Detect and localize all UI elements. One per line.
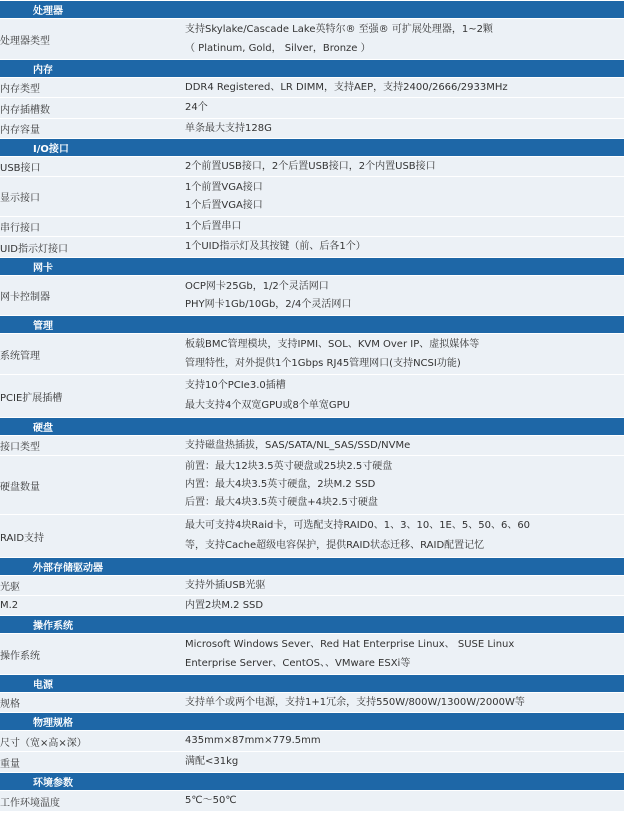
spec-value-line: 支持10个PCIe3.0插槽 [185, 380, 286, 391]
spec-row [0, 78, 624, 98]
spec-value-line: 支持Skylake/Cascade Lake英特尔® 至强® 可扩展处理器，1~2颗 [185, 24, 493, 35]
section-title: 环境参数 [0, 773, 624, 791]
spec-value [185, 119, 624, 139]
spec-value-line: 支持磁盘热插拔，SAS/SATA/NL_SAS/SSD/NVMe [185, 439, 411, 451]
spec-label [0, 596, 185, 616]
spec-row [0, 576, 624, 596]
spec-label-text: 串行接口 [0, 223, 40, 234]
spec-label [0, 237, 185, 258]
spec-label-text: 内存容量 [0, 125, 40, 136]
spec-value [185, 436, 624, 456]
spec-row [0, 791, 624, 812]
spec-value-line: 前置：最大12块3.5英寸硬盘或25块2.5寸硬盘 [185, 461, 393, 472]
spec-label-text: 接口类型 [0, 442, 40, 453]
spec-value [185, 693, 624, 713]
section-title: 管理 [0, 316, 624, 334]
spec-row [0, 334, 624, 375]
section-title: 硬盘 [0, 418, 624, 436]
spec-label-text: 重量 [0, 758, 20, 770]
section-header [0, 139, 624, 157]
spec-label [0, 634, 185, 675]
spec-value [185, 78, 624, 98]
spec-row [0, 19, 624, 60]
spec-label-text: USB接口 [0, 163, 41, 174]
spec-row [0, 731, 624, 752]
spec-value-line: OCP网卡25Gb，1/2个灵活网口 [185, 280, 329, 292]
spec-label [0, 177, 185, 217]
spec-label-text: UID指示灯接口 [0, 243, 68, 255]
spec-label-text: 操作系统 [0, 650, 40, 662]
spec-value [185, 456, 624, 515]
spec-label [0, 276, 185, 316]
spec-value-line: 后置：最大4块3.5英寸硬盘+4块2.5寸硬盘 [185, 497, 378, 508]
spec-value-line: 24个 [185, 102, 208, 113]
spec-value [185, 791, 624, 812]
spec-value-line: 1个后置串口 [185, 220, 242, 232]
spec-label-text: 处理器类型 [0, 35, 50, 47]
spec-label-text: PCIE扩展插槽 [0, 392, 63, 404]
spec-value [185, 19, 624, 60]
spec-value [185, 177, 624, 217]
spec-label [0, 78, 185, 98]
spec-value-line: 5℃～50℃ [185, 795, 237, 806]
spec-label [0, 98, 185, 119]
spec-value [185, 752, 624, 773]
spec-label [0, 157, 185, 177]
spec-value [185, 596, 624, 616]
spec-value [185, 98, 624, 119]
spec-value-line: 1个后置VGA接口 [185, 199, 263, 211]
spec-value [185, 375, 624, 418]
section-title: 物理规格 [0, 713, 624, 731]
section-header [0, 773, 624, 791]
spec-label-text: 系统管理 [0, 350, 40, 362]
spec-row [0, 375, 624, 418]
spec-row [0, 177, 624, 217]
spec-value-line: 2个前置USB接口，2个后置USB接口，2个内置USB接口 [185, 160, 436, 172]
spec-label [0, 334, 185, 375]
spec-label [0, 693, 185, 713]
spec-value-line: 支持外插USB光驱 [185, 579, 266, 591]
spec-label-text: 尺寸（宽×高×深） [0, 737, 87, 749]
spec-label-text: 内存类型 [0, 84, 40, 95]
spec-label-text: 规格 [0, 699, 20, 710]
spec-row [0, 119, 624, 139]
spec-value-line: 板载BMC管理模块，支持IPMI、SOL、KVM Over IP、虚拟媒体等 [185, 339, 480, 350]
spec-label-text: 硬盘数量 [0, 481, 40, 493]
spec-label-text: M.2 [0, 600, 19, 611]
spec-row [0, 515, 624, 558]
spec-label-text: 网卡控制器 [0, 292, 50, 303]
spec-value-line: 435mm×87mm×779.5mm [185, 735, 321, 746]
spec-value [185, 217, 624, 237]
spec-value-line: （ Platinum, Gold， Silver，Bronze ） [185, 43, 371, 54]
spec-value-line: 满配<31kg [185, 756, 239, 767]
spec-label-text: 内存插槽数 [0, 104, 50, 116]
section-title: 处理器 [0, 1, 624, 19]
spec-value-line: DDR4 Registered、LR DIMM，支持AEP，支持2400/2666/2933MHz [185, 81, 508, 93]
spec-value [185, 634, 624, 675]
spec-label [0, 731, 185, 752]
spec-label [0, 456, 185, 515]
section-title: 外部存储驱动器 [0, 558, 624, 576]
spec-label-text: 显示接口 [0, 193, 40, 204]
spec-label [0, 19, 185, 60]
spec-value [185, 157, 624, 177]
spec-row [0, 436, 624, 456]
spec-label-text: 光驱 [0, 582, 20, 593]
spec-value [185, 576, 624, 596]
spec-value-line: 管理特性，对外提供1个1Gbps RJ45管理网口(支持NCSI功能) [185, 358, 461, 369]
spec-value-line: 等，支持Cache超级电容保护，提供RAID状态迁移、RAID配置记忆 [185, 540, 485, 551]
spec-label [0, 375, 185, 418]
spec-value-line: Enterprise Server、CentOS、、VMware ESXi等 [185, 658, 411, 669]
section-header [0, 675, 624, 693]
spec-label [0, 436, 185, 456]
spec-value-line: 最大可支持4块Raid卡，可选配支持RAID0、1、3、10、1E、5、50、6、60 [185, 520, 531, 531]
section-header [0, 316, 624, 334]
spec-row [0, 237, 624, 258]
spec-label [0, 791, 185, 812]
section-title: 网卡 [0, 258, 624, 276]
spec-row [0, 276, 624, 316]
spec-label [0, 119, 185, 139]
spec-value-line: 1个UID指示灯及其按键（前、后各1个） [185, 241, 366, 252]
section-header [0, 616, 624, 634]
spec-value-line: 支持单个或两个电源，支持1+1冗余，支持550W/800W/1300W/2000W等 [185, 696, 525, 708]
spec-row [0, 217, 624, 237]
section-header [0, 418, 624, 436]
spec-label [0, 752, 185, 773]
section-header [0, 60, 624, 78]
spec-row [0, 98, 624, 119]
spec-label [0, 217, 185, 237]
section-header [0, 1, 624, 19]
section-title: 内存 [0, 60, 624, 78]
spec-row [0, 157, 624, 177]
section-header [0, 713, 624, 731]
spec-value-line: 内置2块M.2 SSD [185, 599, 264, 611]
section-header [0, 558, 624, 576]
spec-label-text: RAID支持 [0, 532, 45, 544]
spec-value-line: 内置：最大4块3.5英寸硬盘，2块M.2 SSD [185, 479, 376, 490]
spec-label [0, 576, 185, 596]
spec-value [185, 276, 624, 316]
spec-value [185, 731, 624, 752]
spec-value-line: 单条最大支持128G [185, 122, 272, 134]
spec-value [185, 334, 624, 375]
spec-row [0, 456, 624, 515]
spec-value [185, 237, 624, 258]
spec-row [0, 634, 624, 675]
spec-value-line: PHY网卡1Gb/10Gb，2/4个灵活网口 [185, 298, 352, 310]
section-title: 电源 [0, 675, 624, 693]
spec-label-text: 工作环境温度 [0, 797, 60, 809]
spec-label [0, 515, 185, 558]
spec-row [0, 752, 624, 773]
spec-row [0, 596, 624, 616]
spec-value-line: 最大支持4个双宽GPU或8个单宽GPU [185, 400, 350, 411]
section-title: I/O接口 [0, 139, 624, 157]
section-header [0, 258, 624, 276]
spec-row [0, 693, 624, 713]
spec-value [185, 515, 624, 558]
section-title: 操作系统 [0, 616, 624, 634]
spec-value-line: 1个前置VGA接口 [185, 181, 263, 193]
spec-value-line: Microsoft Windows Sever、Red Hat Enterprise Linux、 SUSE Linux [185, 639, 515, 650]
